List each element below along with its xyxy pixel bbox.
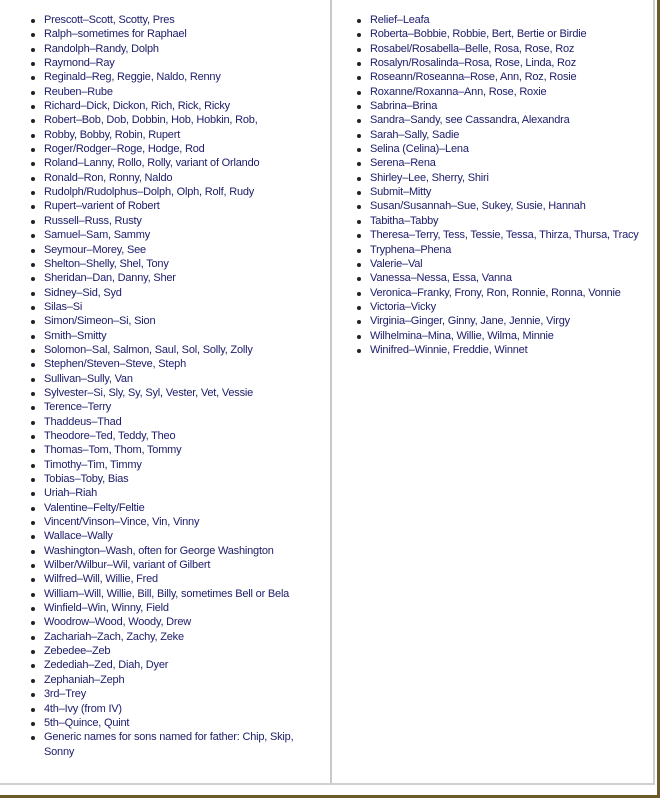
name-list-item: Relief–Leafa [356,13,648,27]
name-list-item: Smith–Smitty [30,329,322,343]
name-list-item: Vanessa–Nessa, Essa, Vanna [356,271,648,285]
name-list-item: Timothy–Tim, Timmy [30,458,322,472]
name-list-item: Roland–Lanny, Rollo, Rolly, variant of Orlando [30,156,322,170]
name-list-item: Sandra–Sandy, see Cassandra, Alexandra [356,113,648,127]
name-list-item: 4th–Ivy (from IV) [30,702,322,716]
name-list-item: Sidney–Sid, Syd [30,286,322,300]
name-list-item: Ralph–sometimes for Raphael [30,27,322,41]
column-divider [330,0,332,783]
name-list-item: Russell–Russ, Rusty [30,214,322,228]
name-list-item: Thaddeus–Thad [30,415,322,429]
name-list-item: Valentine–Felty/Feltie [30,501,322,515]
name-list-item: Seymour–Morey, See [30,243,322,257]
name-list-item: Terence–Terry [30,400,322,414]
name-list-item: Roseann/Roseanna–Rose, Ann, Roz, Rosie [356,70,648,84]
name-list-item: Robby, Bobby, Robin, Rupert [30,128,322,142]
name-list-item: Rosabel/Rosabella–Belle, Rosa, Rose, Roz [356,42,648,56]
name-list-item: Susan/Susannah–Sue, Sukey, Susie, Hannah [356,199,648,213]
name-list-item: Theodore–Ted, Teddy, Theo [30,429,322,443]
name-list-item: Uriah–Riah [30,486,322,500]
name-list-item: Valerie–Val [356,257,648,271]
name-list-item: Solomon–Sal, Salmon, Saul, Sol, Solly, Zolly [30,343,322,357]
name-list-item: 5th–Quince, Quint [30,716,322,730]
name-list-item: Silas–Si [30,300,322,314]
name-list-item: Vincent/Vinson–Vince, Vin, Vinny [30,515,322,529]
name-list-item: Veronica–Franky, Frony, Ron, Ronnie, Ronna, Vonnie [356,286,648,300]
name-list-item: Serena–Rena [356,156,648,170]
name-list-item: Zephaniah–Zeph [30,673,322,687]
name-list-item: Sylvester–Si, Sly, Sy, Syl, Vester, Vet, Vessie [30,386,322,400]
name-list-item: Wilber/Wilbur–Wil, variant of Gilbert [30,558,322,572]
name-list-item: Submit–Mitty [356,185,648,199]
name-list-item: Reginald–Reg, Reggie, Naldo, Renny [30,70,322,84]
name-list-item: Samuel–Sam, Sammy [30,228,322,242]
name-list-item: Sullivan–Sully, Van [30,372,322,386]
name-list-item: Shelton–Shelly, Shel, Tony [30,257,322,271]
name-list-item: Wilhelmina–Mina, Willie, Wilma, Minnie [356,329,648,343]
name-list-item: Roberta–Bobbie, Robbie, Bert, Bertie or Birdie [356,27,648,41]
name-list-item: Sheridan–Dan, Danny, Sher [30,271,322,285]
name-list-item: Theresa–Terry, Tess, Tessie, Tessa, Thirza, Thursa, Tracy [356,228,648,242]
name-list-item: Sabrina–Brina [356,99,648,113]
name-list-item: Victoria–Vicky [356,300,648,314]
name-list-item: Randolph–Randy, Dolph [30,42,322,56]
name-list-item: Ronald–Ron, Ronny, Naldo [30,171,322,185]
name-list-item: Winifred–Winnie, Freddie, Winnet [356,343,648,357]
name-list-item: Simon/Simeon–Si, Sion [30,314,322,328]
name-list-item: Rosalyn/Rosalinda–Rosa, Rose, Linda, Roz [356,56,648,70]
name-list-item: Prescott–Scott, Scotty, Pres [30,13,322,27]
name-list-item: Virginia–Ginger, Ginny, Jane, Jennie, Virgy [356,314,648,328]
name-list-item: William–Will, Willie, Bill, Billy, sometimes Bell or Bela [30,587,322,601]
name-list-item: Reuben–Rube [30,85,322,99]
name-list-item: Rupert–varient of Robert [30,199,322,213]
right-column-list [356,13,648,357]
name-list-item: Raymond–Ray [30,56,322,70]
name-list-item: Wallace–Wally [30,529,322,543]
name-list-item: Tobias–Toby, Bias [30,472,322,486]
name-list-item: Rudolph/Rudolphus–Dolph, Olph, Rolf, Rudy [30,185,322,199]
name-list-item: Tabitha–Tabby [356,214,648,228]
left-column-list [30,13,322,759]
name-list-item: Washington–Wash, often for George Washington [30,544,322,558]
name-list-item: Roger/Rodger–Roge, Hodge, Rod [30,142,322,156]
name-list-item: Richard–Dick, Dickon, Rich, Rick, Ricky [30,99,322,113]
name-list-item: Zebedee–Zeb [30,644,322,658]
name-list-item: Tryphena–Phena [356,243,648,257]
name-list-item: Zedediah–Zed, Diah, Dyer [30,658,322,672]
name-list-item: Wilfred–Will, Willie, Fred [30,572,322,586]
name-list-item: Roxanne/Roxanna–Ann, Rose, Roxie [356,85,648,99]
name-list-item: Stephen/Steven–Steve, Steph [30,357,322,371]
name-list-item: Woodrow–Wood, Woody, Drew [30,615,322,629]
name-list-item: Selina (Celina)–Lena [356,142,648,156]
name-list-item: Zachariah–Zach, Zachy, Zeke [30,630,322,644]
name-list-item: Sarah–Sally, Sadie [356,128,648,142]
name-list-item: Robert–Bob, Dob, Dobbin, Hob, Hobkin, Rob, [30,113,322,127]
name-list-item: 3rd–Trey [30,687,322,701]
name-list-item: Winfield–Win, Winny, Field [30,601,322,615]
name-list-item: Thomas–Tom, Thom, Tommy [30,443,322,457]
name-list-item: Shirley–Lee, Sherry, Shiri [356,171,648,185]
name-list-item: Generic names for sons named for father: Chip, Skip, Sonny [30,730,322,759]
